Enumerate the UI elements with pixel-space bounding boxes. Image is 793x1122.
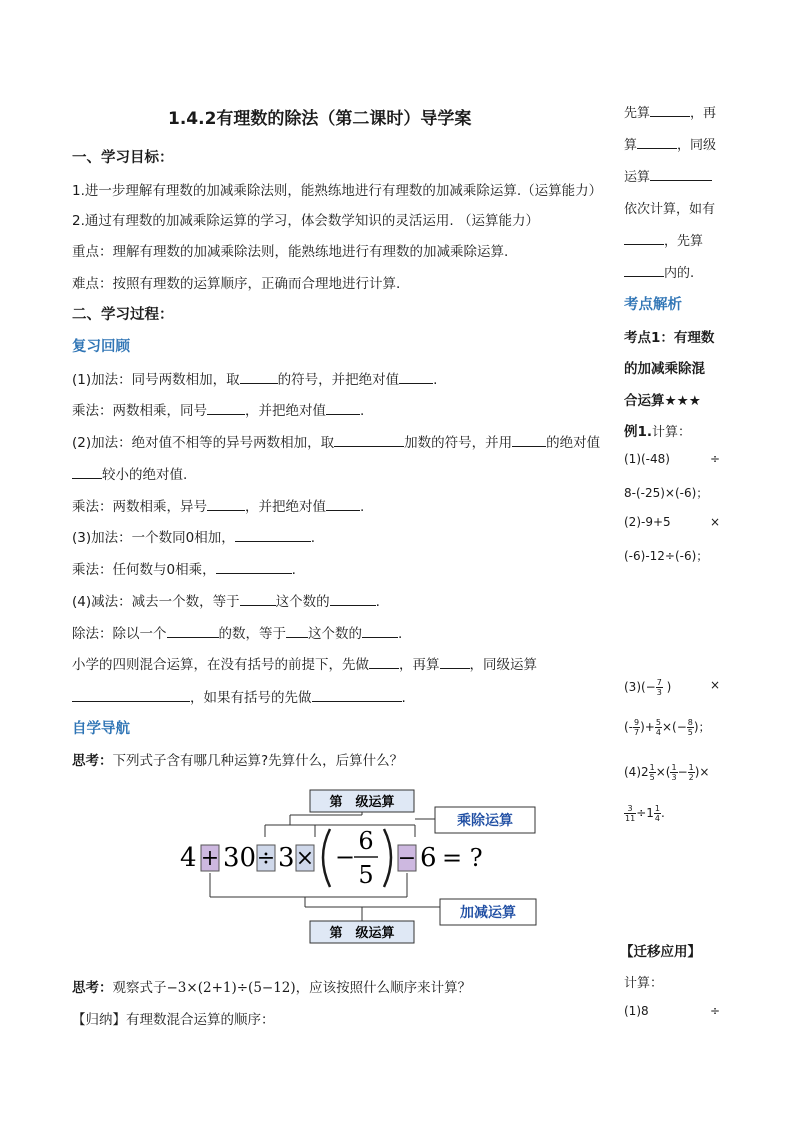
text: . xyxy=(398,626,403,642)
text: (1)(-48) xyxy=(624,452,670,466)
text: 这个数的 xyxy=(308,626,362,642)
think-label: 思考： xyxy=(72,753,113,769)
blank[interactable] xyxy=(399,370,433,384)
review-2-add xyxy=(72,431,600,451)
text: 乘法：两数相乘，同号 xyxy=(72,403,207,419)
text: ÷ xyxy=(709,1004,720,1018)
numerator: 1 xyxy=(649,763,655,772)
op-mul: × xyxy=(295,846,315,871)
goal-1: 1.进一步理解有理数的加减乘除法则，能熟练地进行有理数的加减乘除运算.（运算能力） xyxy=(72,183,603,199)
example-1-q1-line2: 8-(-25)×(-6)； xyxy=(624,486,709,500)
op-div: ÷ xyxy=(256,846,276,871)
blank[interactable] xyxy=(240,370,278,384)
fraction xyxy=(654,804,661,823)
blank[interactable] xyxy=(334,433,404,447)
top-level-box-label: 第 级运算 xyxy=(329,795,395,810)
review-5-cont xyxy=(72,686,406,706)
text: ，如果有括号的先做 xyxy=(190,690,312,706)
blank[interactable] xyxy=(330,592,376,606)
fraction xyxy=(656,678,663,697)
fraction xyxy=(624,804,636,823)
text: ，并把绝对值 xyxy=(245,403,326,419)
blank[interactable] xyxy=(650,167,712,181)
text: )+ xyxy=(640,720,655,734)
goals-heading: 一、学习目标： xyxy=(72,150,174,166)
left-paren xyxy=(323,829,330,887)
numerator: 5 xyxy=(655,718,661,727)
numerator: 9 xyxy=(634,718,640,727)
text: ×( xyxy=(655,765,671,779)
transfer-q1 xyxy=(624,1004,720,1018)
text: 算 xyxy=(624,138,638,153)
denominator: 5 xyxy=(687,728,693,737)
goal-2: 2.通过有理数的加减乘除运算的学习，体会数学知识的灵活运用. （运算能力） xyxy=(72,213,539,229)
blank[interactable] xyxy=(512,433,546,447)
blank[interactable] xyxy=(440,655,470,669)
review-4-div xyxy=(72,622,402,642)
text: (3)加法：一个数同0相加， xyxy=(72,530,235,546)
text: ，同级运算 xyxy=(469,657,537,673)
key-point-1-line-1: 考点1：有理数 xyxy=(624,330,715,346)
text: × xyxy=(709,678,720,692)
blank[interactable] xyxy=(624,263,664,277)
text: (1)8 xyxy=(624,1004,649,1018)
text: 乘法：任何数与0相乘， xyxy=(72,562,216,578)
denominator: 5 xyxy=(649,773,655,782)
text: 加数的符号，并用 xyxy=(404,435,513,451)
text: . xyxy=(310,530,316,546)
text: 较小的绝对值. xyxy=(102,467,188,483)
example-1-q1-line1 xyxy=(624,452,720,466)
right-paren xyxy=(384,829,391,887)
review-3-add xyxy=(72,526,315,546)
text: 下列式子含有哪几种运算?先算什么，后算什么？ xyxy=(112,753,404,769)
example-1-q3-line1 xyxy=(624,678,720,697)
text: ，应该按照什么顺序来计算？ xyxy=(295,980,472,996)
text: 计算： xyxy=(652,425,692,440)
fraction xyxy=(670,763,677,782)
blank[interactable] xyxy=(326,497,360,511)
fraction xyxy=(687,718,694,737)
review-4-sub xyxy=(72,590,380,610)
side-line-5 xyxy=(624,230,703,249)
key-point-1-line-3: 合运算★★★ xyxy=(624,393,701,409)
num-3: 3 xyxy=(278,843,295,873)
review-heading: 复习回顾 xyxy=(72,339,130,355)
analysis-heading: 考点解析 xyxy=(624,297,682,313)
text: . xyxy=(433,372,438,388)
text: ，再算 xyxy=(399,657,440,673)
text: . xyxy=(660,806,665,820)
review-1-mul xyxy=(72,399,364,419)
review-1-add xyxy=(72,368,437,388)
side-line-1 xyxy=(624,102,716,121)
review-2-mul xyxy=(72,495,364,515)
process-heading: 二、学习过程： xyxy=(72,307,174,323)
blank[interactable] xyxy=(326,401,360,415)
review-5 xyxy=(72,653,537,673)
text: × xyxy=(709,515,720,529)
blank[interactable] xyxy=(167,624,219,638)
think-2 xyxy=(72,976,471,996)
text: − xyxy=(677,765,688,779)
text: ，先算 xyxy=(664,234,704,249)
calc-label: 计算： xyxy=(624,976,664,991)
blank[interactable] xyxy=(72,465,102,479)
text: 的绝对值 xyxy=(546,435,601,451)
numerator: 1 xyxy=(671,763,677,772)
example-1 xyxy=(624,420,691,440)
side-line-2 xyxy=(624,134,716,153)
num-4: 4 xyxy=(180,843,197,873)
blank[interactable] xyxy=(624,231,664,245)
self-study-heading: 自学导航 xyxy=(72,721,130,737)
blank[interactable] xyxy=(637,135,677,149)
blank[interactable] xyxy=(207,401,245,415)
blank[interactable] xyxy=(369,655,399,669)
text: ×(− xyxy=(661,720,687,734)
side-line-4: 依次计算，如有 xyxy=(624,202,716,217)
blank[interactable] xyxy=(72,688,190,702)
text: 有理数混合运算的顺序： xyxy=(126,1012,275,1028)
text: . xyxy=(375,594,380,610)
fraction xyxy=(655,718,662,737)
text: )× xyxy=(694,765,710,779)
example-1-q4-line2 xyxy=(624,804,665,823)
difficulty: 难点：按照有理数的运算顺序，正确而合理地进行计算. xyxy=(72,276,401,292)
equals-question: = ? xyxy=(442,844,483,872)
side-line-6 xyxy=(624,262,694,281)
text: 先算 xyxy=(624,106,651,121)
fraction xyxy=(688,763,695,782)
numerator: 3 xyxy=(624,804,636,814)
blank[interactable] xyxy=(235,528,311,542)
neg-sign: − xyxy=(335,843,356,871)
add-sub-label: 加减运算 xyxy=(460,905,516,921)
operation-order-diagram xyxy=(170,785,550,945)
page-title: 1.4.2有理数的除法（第二课时）导学案 xyxy=(168,109,472,129)
think-1 xyxy=(72,749,403,769)
num-30: 30 xyxy=(223,843,257,873)
example-1-q3-line2 xyxy=(624,718,711,737)
text: 的数，等于 xyxy=(218,626,286,642)
text: 观察式子 xyxy=(112,980,167,996)
text: 乘法：两数相乘，异号 xyxy=(72,499,207,515)
think-label: 思考： xyxy=(72,980,113,996)
denominator: 2 xyxy=(688,773,694,782)
example-1-q2-line2: (-6)-12÷(-6)； xyxy=(624,549,709,563)
example-label: 例1. xyxy=(624,424,653,440)
num-6: 6 xyxy=(420,843,437,873)
denominator: 4 xyxy=(655,728,661,737)
text: ) xyxy=(666,680,672,694)
review-2-add-cont xyxy=(72,463,187,483)
text: (3)(− xyxy=(624,680,656,694)
summary xyxy=(72,1008,275,1028)
text: 这个数的 xyxy=(275,594,330,610)
key-point-1-line-2: 的加减乘除混 xyxy=(624,361,705,377)
fraction xyxy=(649,763,656,782)
blank[interactable] xyxy=(650,103,690,117)
text: ÷ xyxy=(709,452,720,466)
text: 运算 xyxy=(624,170,651,185)
fraction-numerator: 6 xyxy=(358,827,374,855)
text: ，并把绝对值 xyxy=(245,499,326,515)
op-plus: + xyxy=(200,846,220,871)
text: (1)加法：同号两数相加，取 xyxy=(72,372,240,388)
review-3-mul xyxy=(72,558,296,578)
blank[interactable] xyxy=(207,497,245,511)
text: (4)2 xyxy=(624,765,649,779)
text: 的符号，并把绝对值 xyxy=(277,372,400,388)
text: )； xyxy=(693,720,711,734)
text: . xyxy=(291,562,296,578)
numerator: 7 xyxy=(656,678,662,687)
blank[interactable] xyxy=(240,592,276,606)
text: . xyxy=(360,499,365,515)
expression: −3×(2+1)÷(5−12) xyxy=(166,980,296,996)
numerator: 8 xyxy=(687,718,693,727)
op-minus: − xyxy=(397,846,417,871)
text: . xyxy=(360,403,365,419)
denominator: 4 xyxy=(654,814,660,823)
blank[interactable] xyxy=(286,624,308,638)
fraction-denominator: 5 xyxy=(358,861,374,889)
denominator: 3 xyxy=(656,688,662,697)
text: (2)-9+5 xyxy=(624,515,671,529)
denominator: 11 xyxy=(625,814,636,823)
example-1-q4-line1 xyxy=(624,763,709,782)
bottom-level-box-label: 第 级运算 xyxy=(329,926,395,941)
numerator: 1 xyxy=(654,804,660,813)
example-1-q2-line1 xyxy=(624,515,720,529)
blank[interactable] xyxy=(216,560,292,574)
text: ，同级 xyxy=(677,138,717,153)
blank[interactable] xyxy=(362,624,398,638)
summary-label: 【归纳】 xyxy=(72,1012,126,1028)
text: (- xyxy=(624,720,634,734)
key-point: 重点：理解有理数的加减乘除法则，能熟练地进行有理数的加减乘除运算. xyxy=(72,244,509,260)
text: (2)加法：绝对值不相等的异号两数相加，取 xyxy=(72,435,335,451)
denominator: 3 xyxy=(671,773,677,782)
side-line-3 xyxy=(624,166,712,185)
text: (4)减法：减去一个数，等于 xyxy=(72,594,240,610)
transfer-heading: 【迁移应用】 xyxy=(620,944,701,960)
mul-div-label: 乘除运算 xyxy=(457,813,513,829)
text: 内的. xyxy=(664,266,695,281)
text: . xyxy=(401,690,406,706)
text: 小学的四则混合运算，在没有括号的前提下，先做 xyxy=(72,657,369,673)
numerator: 1 xyxy=(688,763,694,772)
text: 除法：除以一个 xyxy=(72,626,167,642)
text: ÷1 xyxy=(636,806,654,820)
denominator: 7 xyxy=(634,728,640,737)
text: ，再 xyxy=(690,106,717,121)
blank[interactable] xyxy=(312,688,402,702)
